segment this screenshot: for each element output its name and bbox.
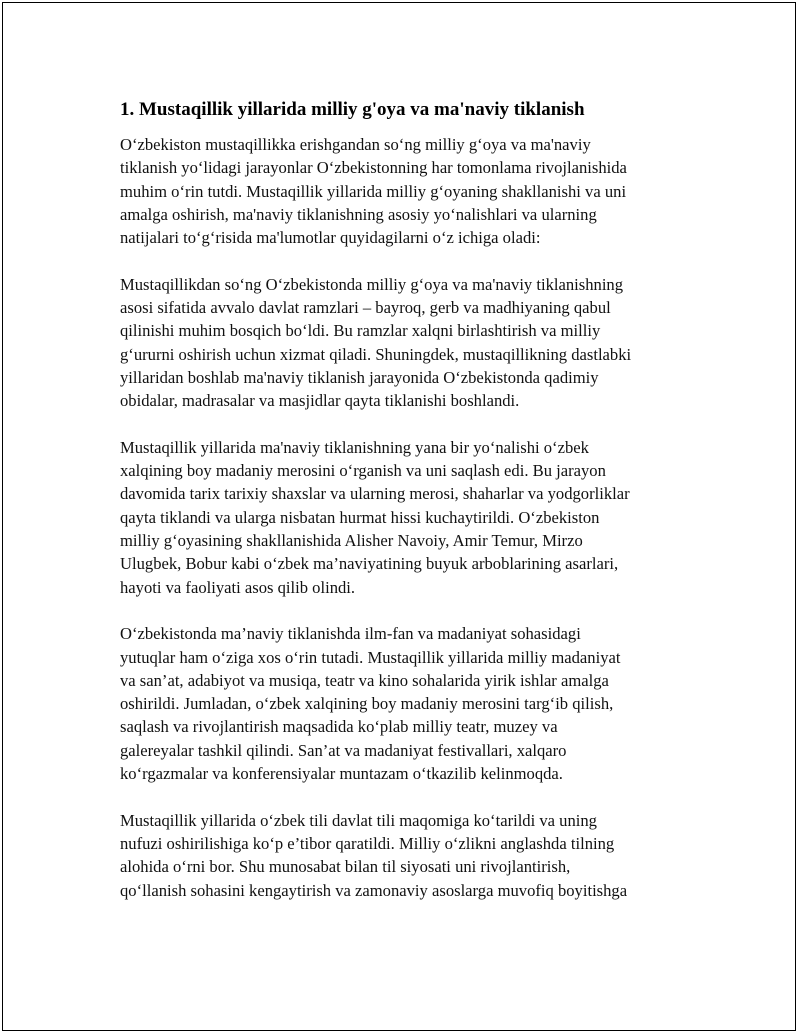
text-line: asosi sifatida avvalo davlat ramzlari – bayroq, gerb va madhiyaning qabul [120, 298, 611, 318]
paragraph [120, 273, 695, 413]
paragraph [120, 133, 695, 249]
text-line: tiklanish yo‘lidagi jarayonlar O‘zbekistonning har tomonlama rivojlanishida [120, 158, 627, 178]
text-line: yillaridan boshlab ma'naviy tiklanish jarayonida O‘zbekistonda qadimiy [120, 367, 599, 387]
text-line: natijalari to‘g‘risida ma'lumotlar quyidagilarni o‘z ichiga oladi: [120, 228, 541, 248]
text-line: nufuzi oshirilishiga ko‘p e’tibor qaratildi. Milliy o‘zlikni anglashda tilning [120, 833, 615, 853]
text-line: Mustaqillikdan so‘ng O‘zbekistonda milliy g‘oya va ma'naviy tiklanishning [120, 274, 624, 294]
document-page [2, 2, 796, 1031]
text-line: galereyalar tashkil qilindi. San’at va madaniyat festivallari, xalqaro [120, 740, 567, 760]
text-line: yutuqlar ham o‘ziga xos o‘rin tutadi. Mustaqillik yillarida milliy madaniyat [120, 647, 621, 667]
paragraph [120, 622, 695, 785]
text-line: ko‘rgazmalar va konferensiyalar muntazam o‘tkazilib kelinmoqda. [120, 764, 563, 784]
paragraph [120, 809, 695, 902]
text-line: obidalar, madrasalar va masjidlar qayta tiklanishi boshlandi. [120, 391, 520, 411]
text-line: qo‘llanish sohasini kengaytirish va zamonaviy asoslarga muvofiq boyitishga [120, 880, 628, 900]
text-line: Mustaqillik yillarida o‘zbek tili davlat tili maqomiga ko‘tarildi va uning [120, 810, 597, 830]
text-line: Ulugbek, Bobur kabi o‘zbek ma’naviyatining buyuk arboblarining asarlari, [120, 554, 619, 574]
text-line: O‘zbekiston mustaqillikka erishgandan so‘ng milliy g‘oya va ma'naviy [120, 135, 591, 154]
text-line: amalga oshirish, ma'naviy tiklanishning asosiy yo‘nalishlari va ularning [120, 204, 597, 224]
document-content [120, 97, 695, 902]
text-line: oshirildi. Jumladan, o‘zbek xalqining boy madaniy merosini targ‘ib qilish, [120, 694, 614, 714]
text-line: saqlash va rivojlantirish maqsadida ko‘plab milliy teatr, muzey va [120, 717, 558, 737]
text-line: alohida o‘rni bor. Shu munosabat bilan til siyosati uni rivojlantirish, [120, 857, 571, 877]
text-line: milliy g‘oyasining shakllanishida Alisher Navoiy, Amir Temur, Mirzo [120, 531, 583, 551]
text-line: O‘zbekistonda ma’naviy tiklanishda ilm-fan va madaniyat sohasidagi [120, 624, 581, 644]
text-line: va san’at, adabiyot va musiqa, teatr va kino sohalarida yirik ishlar amalga [120, 670, 609, 690]
text-line: qilinishi muhim bosqich bo‘ldi. Bu ramzlar xalqni birlashtirish va milliy [120, 321, 601, 341]
text-line: Mustaqillik yillarida ma'naviy tiklanishning yana bir yo‘nalishi o‘zbek [120, 437, 589, 457]
paragraph [120, 436, 695, 599]
text-line: xalqining boy madaniy merosini o‘rganish va uni saqlash edi. Bu jarayon [120, 461, 606, 481]
text-line: qayta tiklandi va ularga nisbatan hurmat hissi kuchaytirildi. O‘zbekiston [120, 507, 600, 527]
text-line: davomida tarix tarixiy shaxslar va ularning merosi, shaharlar va yodgorliklar [120, 484, 630, 504]
text-line: muhim o‘rin tutdi. Mustaqillik yillarida milliy g‘oyaning shakllanishi va uni [120, 181, 627, 201]
text-line: hayoti va faoliyati asos qilib olindi. [120, 577, 356, 597]
text-line: g‘ururni oshirish uchun xizmat qiladi. Shuningdek, mustaqillikning dastlabki [120, 344, 632, 364]
section-heading: 1. Mustaqillik yillarida milliy g'oya va ma'naviy tiklanish [120, 99, 585, 120]
